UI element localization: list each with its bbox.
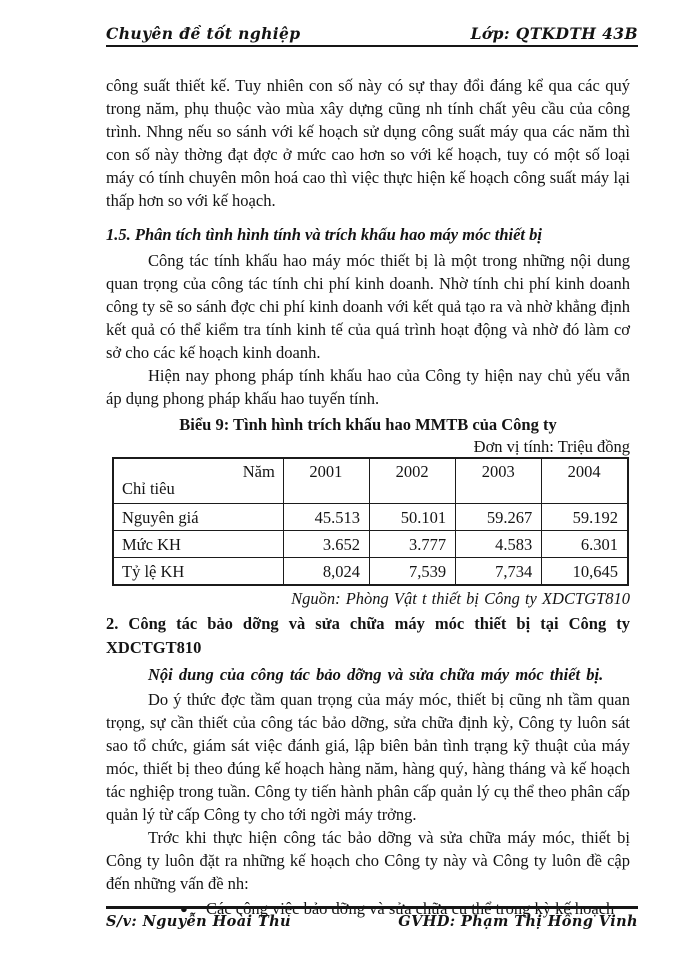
- cell-value: 3.652: [283, 531, 369, 558]
- year-header: 2002: [369, 458, 455, 504]
- paragraph: Do ý thức đợc tầm quan trọng của máy móc, thiết bị cũng nh tầm quan trọng, sự cần thiết của công tác bảo dỡng, sửa chữa định kỳ, Công ty luôn sát sao tổ chức, giám sát việc đánh giá, lập biên bản tình trạng kỹ thuật của máy móc, thiết bị theo đúng kế hoạch hàng năm, hàng quý, hàng tháng và kế hoạch tác nghiệp trong tuần. Công ty tiến hành phân cấp quản lý cụ thể theo phân cấp quản lý từ cấp Công ty cho tới ngời máy trởng.: [106, 690, 630, 824]
- paragraph: Công tác tính khấu hao máy móc thiết bị là một trong những nội dung quan trọng của công tác tính chi phí kinh doanh. Nhờ tính chi phí kinh doanh công ty sẽ so sánh đợc chi phí kinh doanh với kết quả tạo ra và nhờ khẳng định kết quả có thể kiểm tra tính kinh tế của quá trình hoạt động và nhờ đó làm cơ sở cho các kế hoạch kinh doanh.: [106, 251, 630, 362]
- corner-label-year: Năm: [242, 462, 275, 481]
- table-unit-note: Đơn vị tính: Triệu đồng: [473, 437, 630, 456]
- cell-value: 4.583: [456, 531, 542, 558]
- section-heading-1-5: 1.5. Phân tích tình hình tính và trích khấu hao máy móc thiết bị: [106, 225, 542, 244]
- page-header: [106, 24, 638, 47]
- row-label: Nguyên giá: [113, 504, 283, 531]
- table-source-note: Nguồn: Phòng Vật t thiết bị Công ty XDCTGT810: [291, 589, 630, 608]
- year-header: 2001: [283, 458, 369, 504]
- cell-value: 3.777: [369, 531, 455, 558]
- table-corner-cell: [113, 458, 283, 504]
- cell-value: 45.513: [283, 504, 369, 531]
- row-label: Tỷ lệ KH: [113, 558, 283, 586]
- section-heading-2: 2. Công tác bảo dỡng và sửa chữa máy móc thiết bị tại Công ty XDCTGT810: [106, 614, 630, 657]
- cell-value: 7,734: [456, 558, 542, 586]
- cell-value: 8,024: [283, 558, 369, 586]
- footer-student-name: S/v: Nguyễn Hoài Thu: [106, 913, 291, 930]
- corner-label-indicator: Chỉ tiêu: [122, 479, 175, 498]
- cell-value: 10,645: [542, 558, 628, 586]
- depreciation-table: [112, 457, 629, 586]
- year-header: 2004: [542, 458, 628, 504]
- cell-value: 6.301: [542, 531, 628, 558]
- cell-value: 50.101: [369, 504, 455, 531]
- row-label: Mức KH: [113, 531, 283, 558]
- cell-value: 59.267: [456, 504, 542, 531]
- cell-value: 7,539: [369, 558, 455, 586]
- table-row: [113, 504, 628, 531]
- paragraph: công suất thiết kế. Tuy nhiên con số này có sự thay đổi đáng kể qua các quý trong năm, phụ thuộc vào mùa xây dựng cũng nh tính chất yêu cầu của công trình. Nhng nếu so sánh với kế hoạch sử dụng công suất máy qua các năm thì con số này thờng đạt đợc ở mức cao hơn so với kế hoạch, tuy có một số loại máy có tính chuyên môn hoá cao thì việc thực hiện kế hoạch công suất máy lại thấp hơn so với kế hoạch.: [106, 76, 630, 210]
- table-row: [113, 531, 628, 558]
- cell-value: 59.192: [542, 504, 628, 531]
- document-body: [106, 74, 630, 920]
- paragraph: Hiện nay phong pháp tính khấu hao của Công ty hiện nay chủ yếu vẫn áp dụng phong pháp khấu hao tuyến tính.: [106, 366, 630, 408]
- bullet-icon: ●: [180, 901, 188, 916]
- footer-supervisor-name: GVHD: Phạm Thị Hồng Vinh: [398, 913, 638, 930]
- table-row: [113, 558, 628, 586]
- table-caption: Biểu 9: Tình hình trích khấu hao MMTB của Công ty: [179, 415, 557, 434]
- section-2-subheading: Nội dung của công tác bảo dỡng và sửa chữa máy móc thiết bị.: [148, 665, 604, 684]
- header-title: Chuyên đề tốt nghiệp: [106, 24, 301, 43]
- header-class-label: Lớp: QTKDTH 43B: [470, 24, 638, 43]
- year-header: 2003: [456, 458, 542, 504]
- paragraph: Trớc khi thực hiện công tác bảo dỡng và sửa chữa máy móc, thiết bị Công ty luôn đặt ra những kế hoạch cho Công ty này và Công ty luôn đề cập đến những vấn đề nh:: [106, 828, 630, 893]
- list-item-text: Các công việc bảo dỡng và sửa chữa cụ thể trong kỳ kế hoạch: [206, 899, 615, 918]
- table-header-row: [113, 458, 628, 504]
- page-footer: [106, 906, 638, 930]
